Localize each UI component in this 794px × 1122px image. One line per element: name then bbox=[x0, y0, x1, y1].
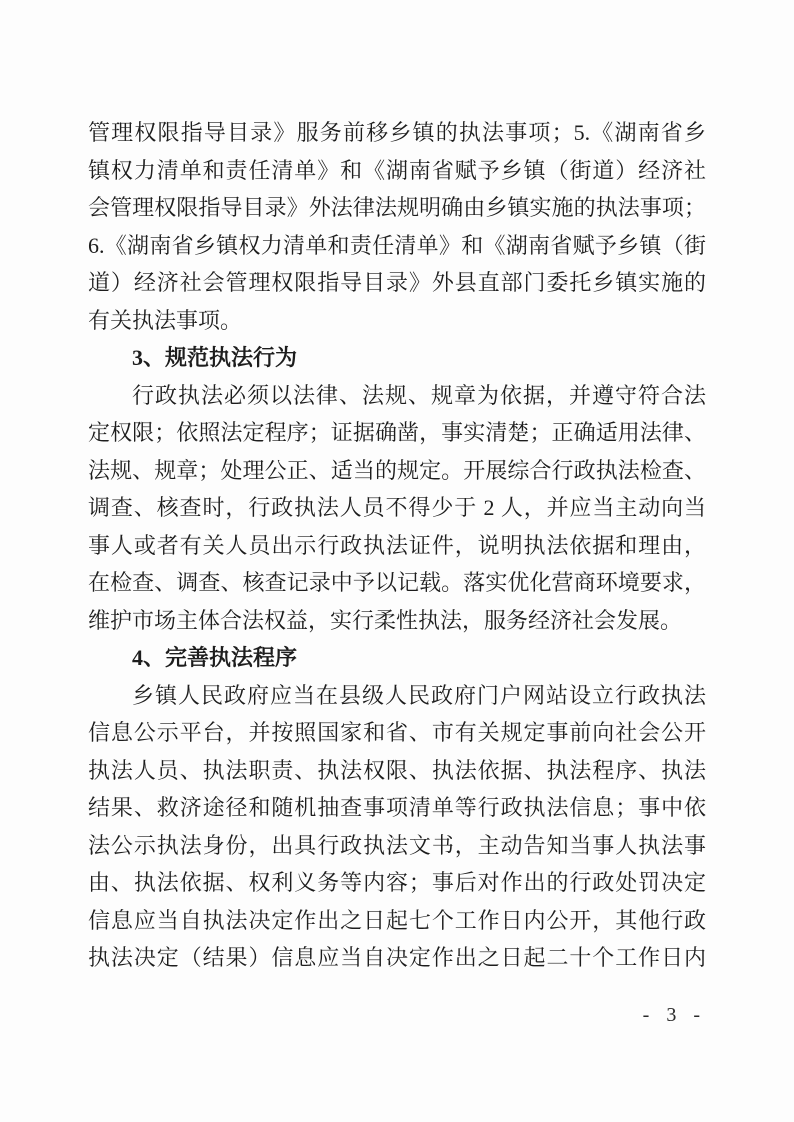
paragraph-line: 道）经济社会管理权限指导目录》外县直部门委托乡镇实施的 bbox=[88, 270, 706, 295]
paragraph bbox=[88, 377, 706, 640]
paragraph-line: 管理权限指导目录》服务前移乡镇的执法事项；5.《湖南省乡 bbox=[88, 120, 706, 145]
paragraph-line: 执法决定（结果）信息应当自决定作出之日起二十个工作日内 bbox=[88, 945, 706, 970]
document-body bbox=[88, 114, 706, 977]
paragraph-line: 镇权力清单和责任清单》和《湖南省赋予乡镇（街道）经济社 bbox=[88, 157, 706, 183]
paragraph-line: 会管理权限指导目录》外法律法规明确由乡镇实施的执法事项； bbox=[88, 195, 706, 220]
paragraph-line: 信息应当自执法决定作出之日起七个工作日内公开，其他行政 bbox=[88, 907, 706, 933]
paragraph-line: 有关执法事项。 bbox=[88, 307, 243, 333]
paragraph-line: 由、执法依据、权利义务等内容；事后对作出的行政处罚决定 bbox=[88, 870, 706, 895]
paragraph-line: 定权限；依照法定程序；证据确凿，事实清楚；正确适用法律、 bbox=[88, 420, 706, 445]
paragraph-line: 6.《湖南省乡镇权力清单和责任清单》和《湖南省赋予乡镇（街 bbox=[88, 232, 706, 258]
paragraph bbox=[88, 677, 706, 977]
paragraph bbox=[88, 114, 706, 339]
paragraph-line: 在检查、调查、核查记录中予以记载。落实优化营商环境要求， bbox=[88, 570, 706, 595]
paragraph-line: 行政执法必须以法律、法规、规章为依据，并遵守符合法 bbox=[132, 382, 706, 408]
paragraph-line: 法规、规章；处理公正、适当的规定。开展综合行政执法检查、 bbox=[88, 457, 706, 483]
paragraph-line: 调查、核查时，行政执法人员不得少于 2 人，并应当主动向当 bbox=[88, 495, 706, 520]
paragraph-line: 法公示执法身份，出具行政执法文书，主动告知当事人执法事 bbox=[88, 832, 706, 858]
paragraph-line: 信息公示平台，并按照国家和省、市有关规定事前向社会公开 bbox=[88, 720, 706, 745]
page-footer bbox=[643, 1000, 706, 1030]
page-number: - 3 - bbox=[642, 1004, 706, 1026]
section-heading: 3、规范执法行为 bbox=[132, 345, 298, 370]
section-heading: 4、完善执法程序 bbox=[132, 645, 298, 670]
paragraph-line: 执法人员、执法职责、执法权限、执法依据、执法程序、执法 bbox=[88, 757, 706, 783]
paragraph-line: 维护市场主体合法权益，实行柔性执法，服务经济社会发展。 bbox=[88, 607, 683, 633]
paragraph-line: 事人或者有关人员出示行政执法证件，说明执法依据和理由， bbox=[88, 532, 706, 558]
paragraph-line: 乡镇人民政府应当在县级人民政府门户网站设立行政执法 bbox=[132, 682, 706, 708]
paragraph-line: 结果、救济途径和随机抽查事项清单等行政执法信息；事中依 bbox=[88, 795, 706, 820]
